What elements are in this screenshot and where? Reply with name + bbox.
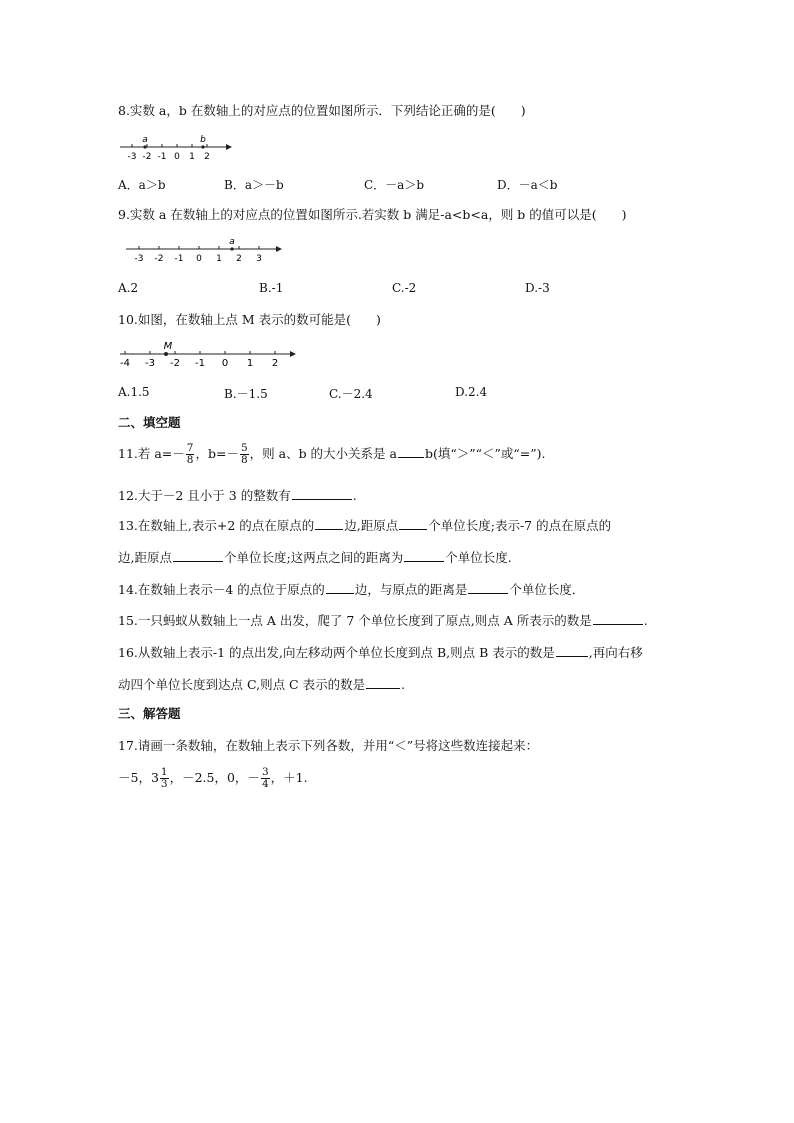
answer-blank[interactable] bbox=[404, 549, 444, 562]
q17-stem: 17.请画一条数轴，在数轴上表示下列各数，并用“＜”号将这些数连接起来： bbox=[118, 738, 539, 753]
q9-tick-label: 1 bbox=[216, 254, 222, 264]
q15: 15.一只蚂蚁从数轴上一点 A 出发，爬了 7 个单位长度到了原点,则点 A 所表示的数是 . bbox=[118, 613, 648, 628]
section-title-solve: 三、解答题 bbox=[118, 706, 181, 721]
q17-numbers: －5，3 $\frac{1}{3}$ ，－2.5，0，－ $\frac{3}{4}$ ，＋1. bbox=[118, 766, 308, 790]
q9-tick-label: -1 bbox=[174, 254, 184, 264]
q10-tick-label: 0 bbox=[221, 358, 229, 369]
q9-tick-label: 0 bbox=[196, 254, 202, 264]
q10-tick-label: -1 bbox=[195, 358, 205, 369]
answer-blank[interactable] bbox=[556, 644, 588, 657]
fraction: $\frac{1}{3}$ bbox=[160, 766, 168, 790]
q8-option-a: A．a＞b bbox=[118, 178, 166, 192]
answer-blank[interactable] bbox=[593, 612, 643, 625]
q8-tick-label: 1 bbox=[189, 152, 195, 162]
answer-blank[interactable] bbox=[173, 549, 223, 562]
q8-tick-label: 0 bbox=[174, 152, 180, 162]
q16-line2: 动四个单位长度到达点 C,则点 C 表示的数是 . bbox=[118, 677, 406, 692]
q8-tick-label: -3 bbox=[127, 152, 137, 162]
q14: 14.在数轴上表示－4 的点位于原点的 边，与原点的距离是 个单位长度． bbox=[118, 582, 585, 597]
q10-point-m bbox=[164, 352, 168, 356]
q13-line2: 边,距原点 个单位长度;这两点之间的距离为 个单位长度. bbox=[118, 550, 512, 565]
answer-blank[interactable] bbox=[326, 581, 354, 594]
fraction: $\frac{5}{8}$ bbox=[240, 442, 248, 466]
q8-stem: 8.实数 a，b 在数轴上的对应点的位置如图所示．下列结论正确的是( ) bbox=[118, 103, 526, 118]
q8-tick-label: -1 bbox=[157, 152, 167, 162]
fraction: $\frac{3}{4}$ bbox=[261, 766, 269, 790]
answer-blank[interactable] bbox=[398, 445, 424, 458]
q10-option-d: D.2.4 bbox=[455, 385, 488, 399]
q10-tick-label: -2 bbox=[170, 358, 180, 369]
q9-option-a: A.2 bbox=[118, 281, 139, 295]
q9-tick-label: -2 bbox=[154, 254, 164, 264]
q9-option-b: B.-1 bbox=[259, 281, 284, 295]
q12: 12.大于－2 且小于 3 的整数有 . bbox=[118, 488, 357, 503]
q10-tick-label: 1 bbox=[246, 358, 254, 369]
q8-number-line bbox=[118, 131, 234, 163]
q10-tick-label: -3 bbox=[145, 358, 155, 369]
q8-option-b: B．a＞－b bbox=[224, 178, 284, 192]
q10-tick-label: 2 bbox=[271, 358, 279, 369]
q10-tick-label: -4 bbox=[120, 358, 130, 369]
answer-blank[interactable] bbox=[468, 581, 508, 594]
q10-option-a: A.1.5 bbox=[118, 385, 150, 399]
q8-tick-label: -2 bbox=[142, 152, 152, 162]
q9-tick-label: -3 bbox=[134, 254, 144, 264]
answer-blank[interactable] bbox=[292, 487, 352, 500]
q9-option-c: C.-2 bbox=[392, 281, 417, 295]
q8-option-c: C．－a＞b bbox=[364, 178, 425, 192]
q9-point-a bbox=[230, 247, 233, 250]
q11: 11.若 a=－ $\frac{7}{8}$ ，b=－ $\frac{5}{8}$ ，则 a、b 的大小关系是 a b(填“＞”“＜”或“=”). bbox=[118, 442, 546, 466]
q9-option-d: D.-3 bbox=[525, 281, 550, 295]
answer-blank[interactable] bbox=[315, 517, 343, 530]
section-title-fill-in: 二、填空题 bbox=[118, 415, 181, 430]
q9-tick-label: 3 bbox=[256, 254, 262, 264]
q16-line1: 16.从数轴上表示-1 的点出发,向左移动两个单位长度到点 B,则点 B 表示的数是 ,再向右移 bbox=[118, 645, 643, 660]
q8-point-b-label: b bbox=[200, 135, 206, 145]
q10-stem: 10.如图，在数轴上点 M 表示的数可能是( ) bbox=[118, 312, 381, 327]
q8-option-d: D．－a＜b bbox=[497, 178, 558, 192]
q9-point-a-label: a bbox=[229, 237, 235, 247]
q10-number-line bbox=[118, 340, 298, 370]
fraction: $\frac{7}{8}$ bbox=[186, 442, 194, 466]
q8-point-a bbox=[143, 145, 146, 148]
answer-blank[interactable] bbox=[366, 676, 400, 689]
q10-option-b: B.－1.5 bbox=[224, 387, 268, 401]
q10-option-c: C.－2.4 bbox=[329, 387, 373, 401]
q9-tick-label: 2 bbox=[236, 254, 242, 264]
q9-number-line bbox=[118, 235, 284, 265]
q9-stem: 9.实数 a 在数轴上的对应点的位置如图所示.若实数 b 满足-a<b<a，则 b 的值可以是( ) bbox=[118, 207, 627, 222]
q10-point-m-label: M bbox=[163, 341, 173, 352]
q8-point-b bbox=[201, 145, 204, 148]
q8-tick-label: 2 bbox=[204, 152, 210, 162]
q8-point-a-label: a bbox=[142, 135, 148, 145]
answer-blank[interactable] bbox=[399, 517, 427, 530]
q13-line1: 13.在数轴上,表示+2 的点在原点的 边,距原点 个单位长度;表示-7 的点在原点的 bbox=[118, 518, 612, 533]
